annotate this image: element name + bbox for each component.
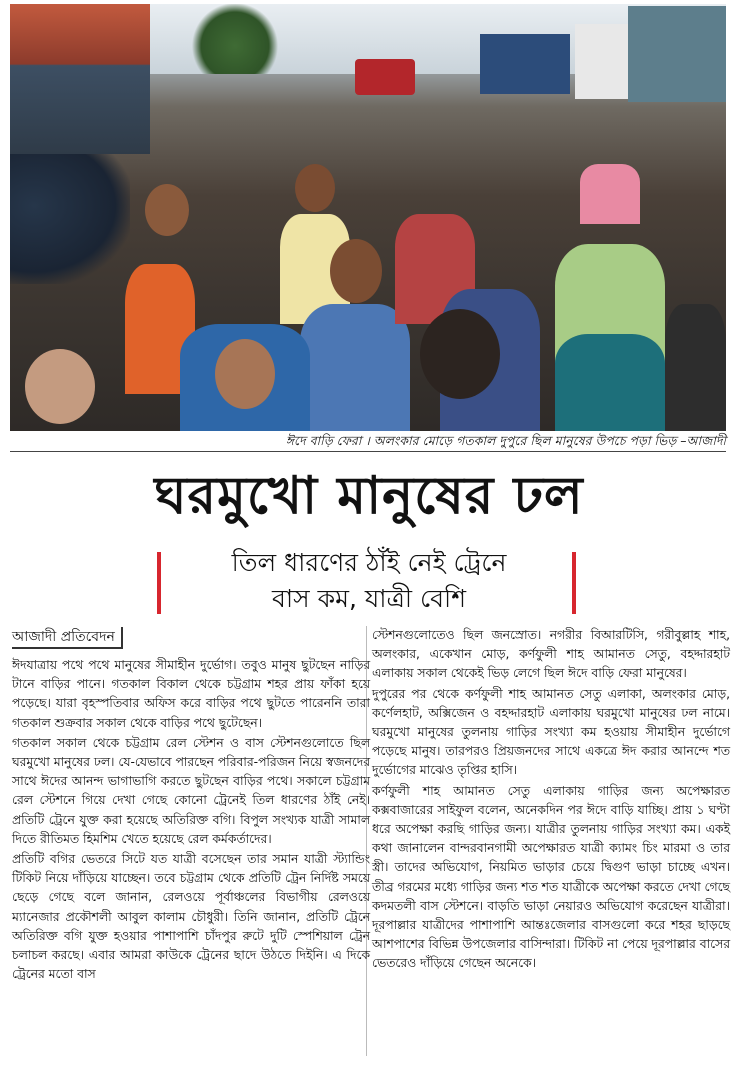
photo-person	[555, 334, 665, 431]
photo-umbrella	[10, 154, 130, 284]
byline: আজাদী প্রতিবেদন	[12, 627, 123, 649]
paragraph: ঈদযাত্রায় পথে পথে মানুষের সীমাহীন দুর্ভোগ। তবুও মানুষ ছুটছেন নাড়ির টানে বাড়ির পানে। গতকাল বিকাল থেকে চট্টগ্রাম শহর প্রায় ফাঁকা হয়ে পড়েছে। যারা বৃহস্পতিবার অফিস করে বাড়ির পথে ছুটতে পারেননি তারা গতকাল শুক্রবার সকাল থেকে বাড়ির পথে ছুটেছেন।	[12, 658, 370, 730]
photo-person	[665, 304, 726, 431]
photo-tree	[190, 4, 280, 74]
photo-shop	[10, 4, 150, 154]
article-column-left	[12, 656, 370, 985]
news-photo	[10, 4, 726, 431]
photo-person	[420, 309, 500, 399]
photo-container-truck	[628, 6, 726, 102]
subheadline-line-2: বাস কম, যাত্রী বেশি	[271, 584, 466, 613]
paragraph: কর্ণফুলী শাহ আমানত সেতু এলাকায় গাড়ির জন্য অপেক্ষারত কক্সবাজারের সাইফুল বলেন, অনেকদিন পর ঈদে বাড়ি যাচ্ছি। প্রায় ১ ঘণ্টা ধরে অপেক্ষা করছি গাড়ির জন্য। যাত্রীর তুলনায় গাড়ির সংখ্যা কম। একই কথা জানালেন বান্দরবানগামী অপেক্ষারত যাত্রী ক্যামং চিং মারমা ও তার স্ত্রী। তাদের অভিযোগ, নিয়মিত ভাড়ার চেয়ে দ্বিগুণ ভাড়া চাচ্ছে এখন। তীব্র গরমের মধ্যে গাড়ির জন্য শত শত যাত্রীকে অপেক্ষা করতে দেখা গেছে কদমতলী বাস স্টেশনে। বাড়তি ভাড়া নেয়ারও অভিযোগ করেছেন যাত্রীরা। দূরপাল্লার যাত্রীদের পাশাপাশি আন্তঃজেলার বাসগুলো করে শহর ছাড়ছে আশপাশের বিভিন্ন উপজেলার বাসিন্দারা। টিকিট না পেয়ে দূরপাল্লার বাসের ভেতরেও দাঁড়িয়ে গেছেন অনেকে।	[372, 783, 730, 971]
photo-person	[25, 349, 95, 424]
paragraph: স্টেশনগুলোতেও ছিল জনস্রোত। নগরীর বিআরটিসি, গরীবুল্লাহ শাহ, অলংকার, একেখান মোড়, কর্ণফুলী শাহ আমানত সেতু, বহদ্দারহাট এলাকায় সকাল থেকেই ভিড় লেগে ছিল ঈদে বাড়ি ফেরা মানুষের।	[372, 628, 730, 681]
photo-person	[215, 339, 275, 409]
photo-person	[580, 164, 640, 224]
photo-person	[330, 239, 382, 303]
photo-bus	[355, 59, 415, 95]
photo-truck	[575, 24, 630, 99]
photo-person	[145, 184, 189, 236]
subheadline	[0, 545, 738, 617]
photo-truck	[480, 34, 570, 94]
paragraph: গতকাল সকাল থেকে চট্টগ্রাম রেল স্টেশন ও বাস স্টেশনগুলোতে ছিল ঘরমুখো মানুষের ঢল। যে-যেভাবে পারছেন পরিবার-পরিজন নিয়ে স্বজনদের সাথে ঈদের আনন্দ ভাগাভাগি করতে ছুটছেন বাড়ির পথে। সকালে চট্টগ্রাম রেল স্টেশনে গিয়ে দেখা গেছে কোনো ট্রেনেই তিল ধারণের ঠাঁই নেই। প্রতিটি ট্রেনে যুক্ত করা হয়েছে অতিরিক্ত বগি। বিপুল সংখ্যক যাত্রী সামাল দিতে রীতিমত হিমশিম খেতে হয়েছে রেল কর্মকর্তাদের।	[12, 735, 370, 846]
paragraph: প্রতিটি বগির ভেতরে সিটে যত যাত্রী বসেছেন তার সমান যাত্রী স্ট্যান্ডিং টিকিট নিয়ে দাঁড়িয়ে যাচ্ছেন। তবে চট্টগ্রাম থেকে প্রতিটি ট্রেন নির্দিষ্ট সময়ে ছেড়ে গেছে বলে জানান, রেলওয়ে পূর্বাঞ্চলের বিভাগীয় রেলওয়ে ম্যানেজার প্রকৌশলী আবুল কালাম চৌধুরী। তিনি জানান, প্রতিটি ট্রেনে অতিরিক্ত বগি যুক্ত হওয়ার পাশাপাশি চাঁদপুর রুটে দুটি স্পেশিয়াল ট্রেন চলাচল করছে। এবার আমরা কাউকে ট্রেনের ছাদে উঠতে দিইনি। এ দিকে ট্রেনের মতো বাস	[12, 852, 370, 982]
photo-person	[295, 164, 335, 212]
subheadline-line-1: তিল ধারণের ঠাঁই নেই ট্রেনে	[231, 548, 507, 577]
photo-person	[300, 304, 410, 431]
paragraph: দুপুরের পর থেকে কর্ণফুলী শাহ আমানত সেতু এলাকা, অলংকার মোড়, কর্ণেলহাট, অক্সিজেন ও বহদ্দারহাট এলাকায় ঘরমুখো মানুষের ঢল নামে। ঘরমুখো মানুষের তুলনায় গাড়ির সংখ্যা কম হওয়ায় সীমাহীন দুর্ভোগে পড়েছে মানুষ। তারপরও প্রিয়জনদের সাথে একত্রে ঈদ করার আনন্দে শত দুর্ভোগের মাঝেও তৃপ্তির হাসি।	[372, 686, 730, 778]
headline: ঘরমুখো মানুষের ঢল	[154, 466, 584, 526]
photo-caption: ঈদে বাড়ি ফেরা । অলংকার মোড়ে গতকাল দুপুরে ছিল মানুষের উপচে পড়া ভিড় –আজাদী	[10, 431, 726, 452]
article-column-right	[372, 626, 730, 975]
